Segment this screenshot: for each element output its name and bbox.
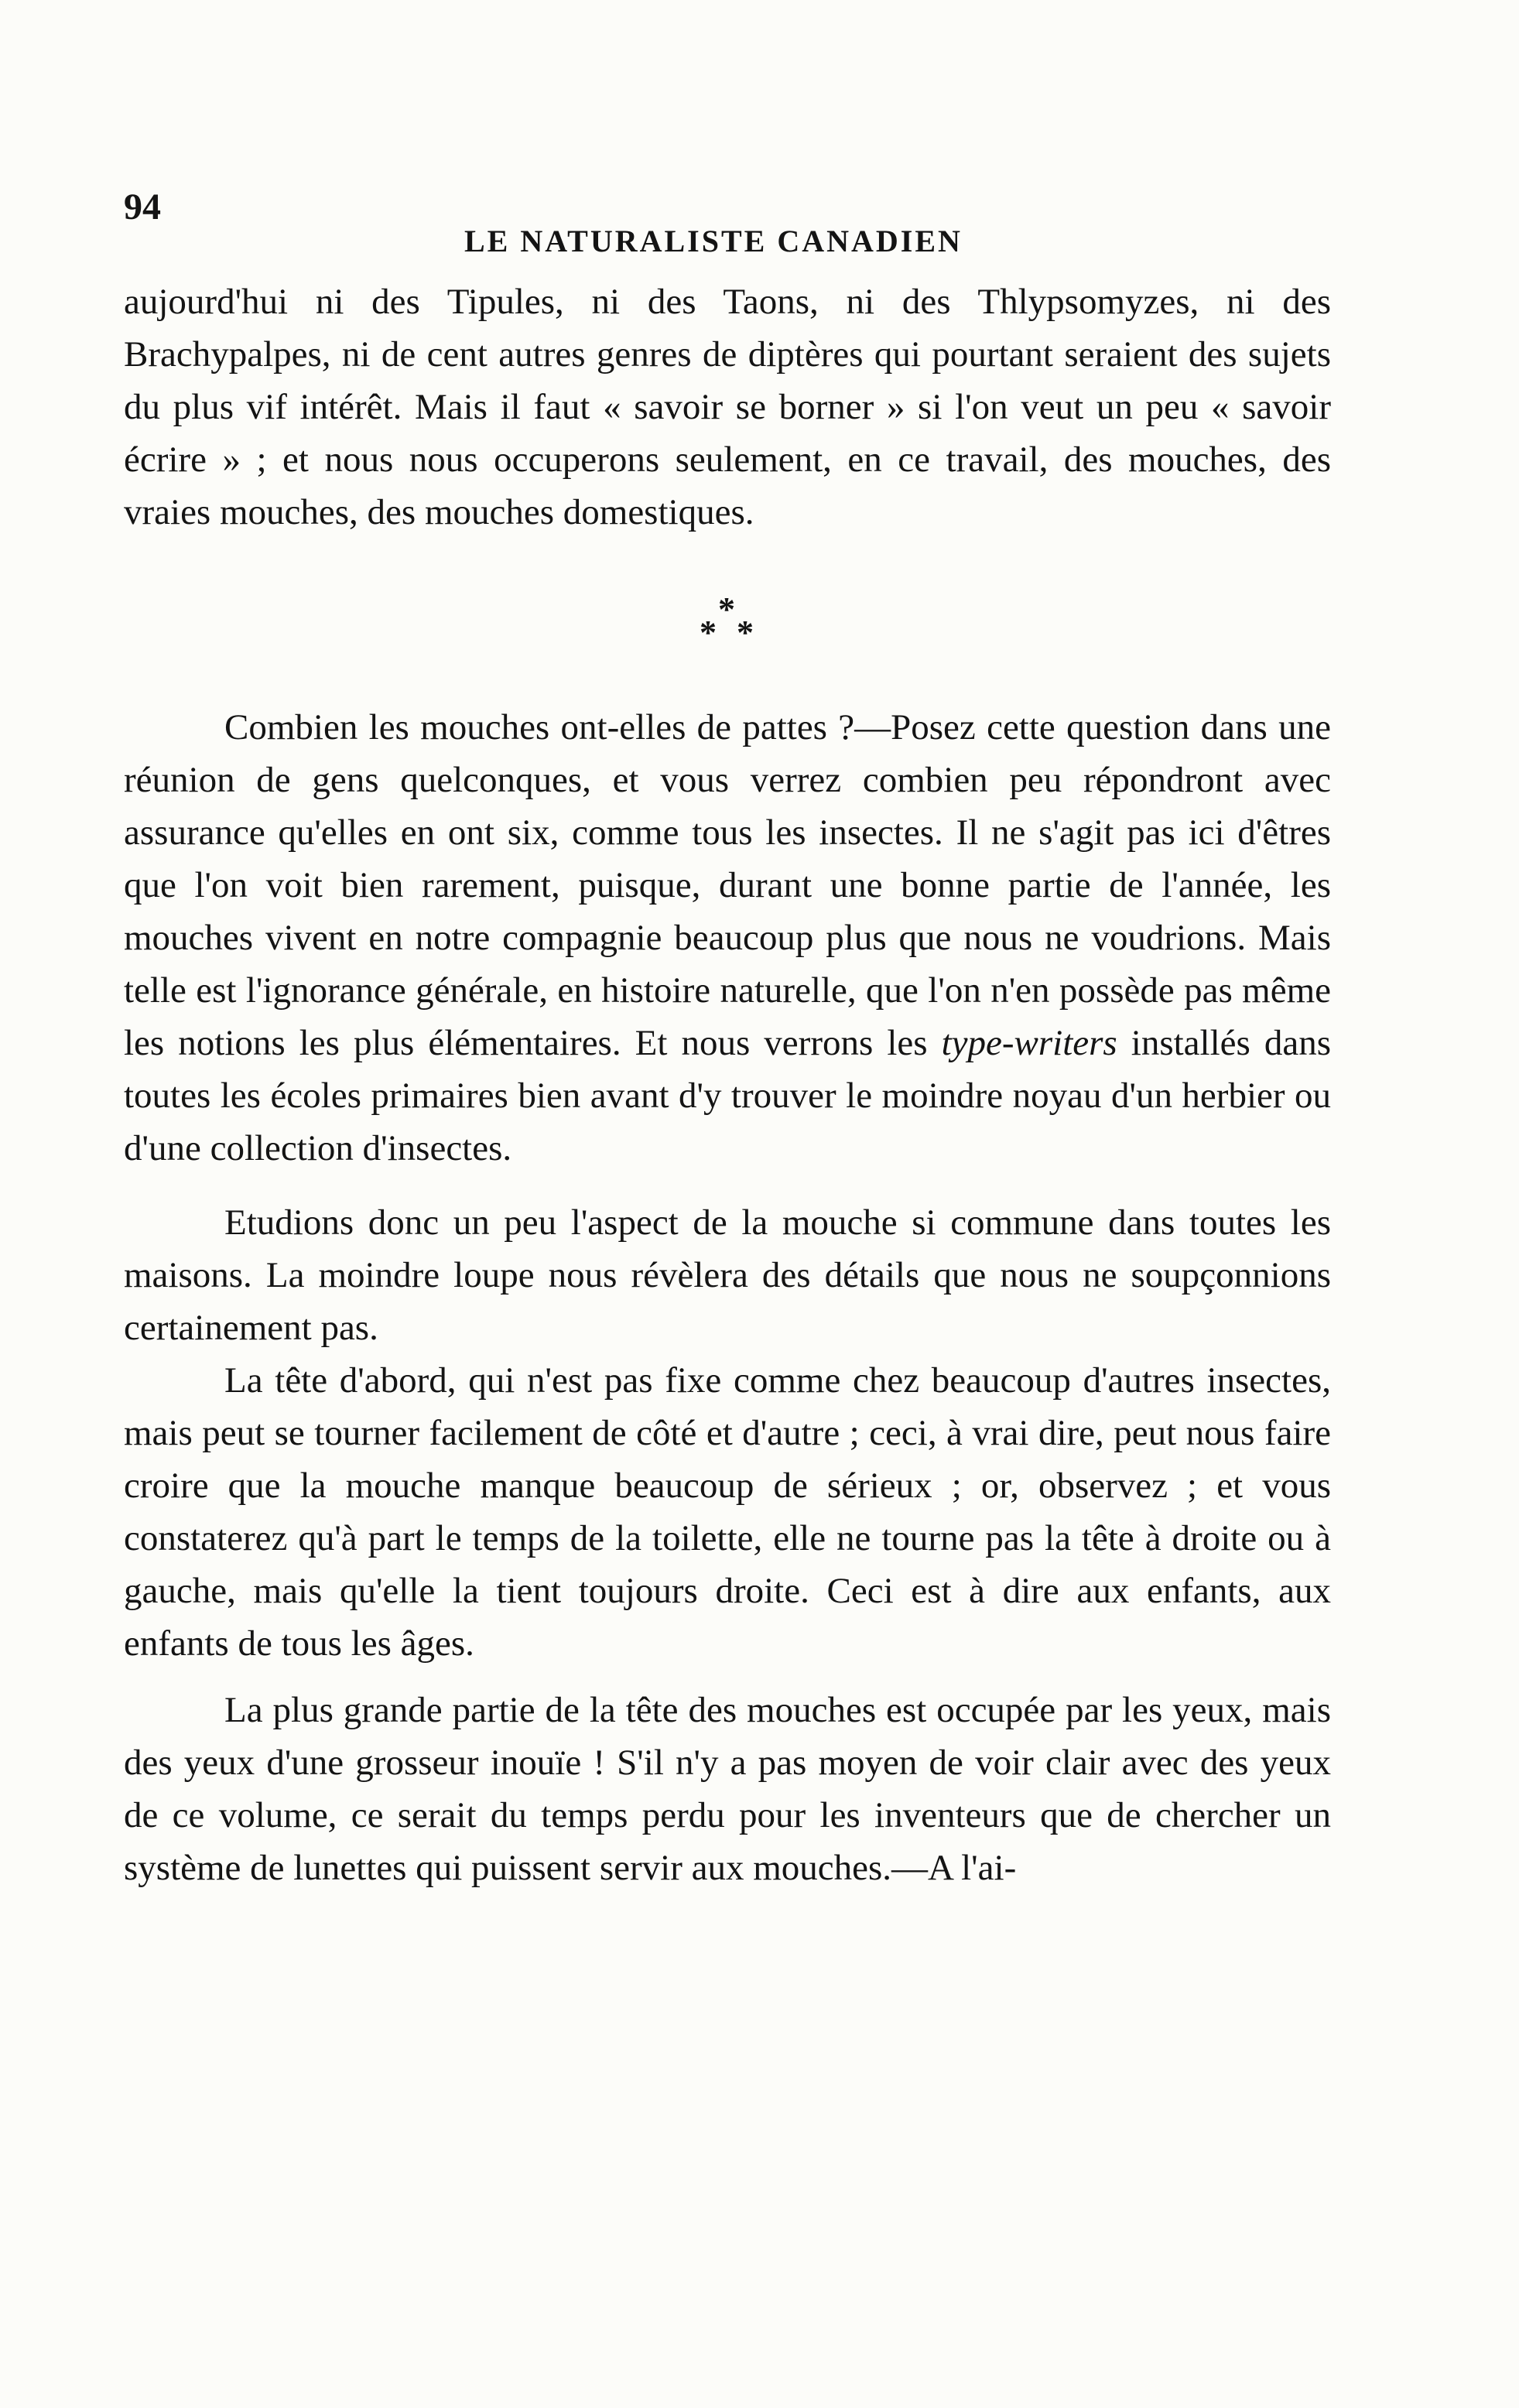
running-title: LE NATURALISTE CANADIEN: [464, 224, 963, 258]
paragraph-yeux: La plus grande partie de la tête des mouches est occupée par les yeux, mais des yeux d'une grosseur inouïe ! S'il n'y a pas moyen de voir clair avec des yeux de ce volume, ce serait du temps perdu pour les inventeurs que de chercher un système de lunettes qui puissent servir aux mouches.—A l'ai-: [124, 1690, 1331, 1888]
paragraph-pattes: [124, 701, 1331, 1175]
page-number: 94: [124, 186, 161, 227]
paragraph-pattes-text-end: installés dans toutes les écoles primaires bien avant d'y trouver le moindre noyau d'un herbier ou d'une collection d'insectes.: [124, 1023, 1332, 1168]
paragraph-continuation: aujourd'hui ni des Tipules, ni des Taons, ni des Thlypsomyzes, ni des Brachypalpes, ni de cent autres genres de diptères qui pourtant seraient des sujets du plus vif intérêt. Mais il faut « savoir se borner » si l'on veut un peu « savoir écrire » ; et nous nous occuperons seulement, en ce travail, des mouches, des vraies mouches, des mouches domestiques.: [124, 282, 1331, 532]
paragraph-etudions: Etudions donc un peu l'aspect de la mouche si commune dans toutes les maisons. La moindre loupe nous révèlera des détails que nous ne soupçonnions certainement pas.: [124, 1202, 1331, 1348]
page-header: [124, 186, 1331, 271]
body-text: [124, 275, 1331, 1894]
paragraph-pattes-text: Combien les mouches ont-elles de pattes ?—Posez cette question dans une réunion de gens quelconques, et vous verrez combien peu répondront avec assurance qu'elles en ont six, comme tous les insectes. Il ne s'agit pas ici d'êtres que l'on voit bien rarement, puisque, durant une bonne partie de l'année, les mouches vivent en notre compagnie beaucoup plus que nous ne voudrions. Mais telle est l'ignorance générale, en histoire naturelle, que l'on n'en possède pas même les notions les plus élémentaires. Et nous verrons les: [124, 707, 1331, 1063]
paragraph-tete: La tête d'abord, qui n'est pas fixe comme chez beaucoup d'autres insectes, mais peut se tourner facilement de côté et d'autre ; ceci, à vrai dire, peut nous faire croire que la mouche manque beaucoup de sérieux ; or, observez ; et vous constaterez qu'à part le temps de la toilette, elle ne tourne pas la tête à droite ou à gauche, mais qu'elle la tient toujours droite. Ceci est à dire aux enfants, aux enfants de tous les âges.: [124, 1360, 1331, 1664]
asterism-icon: * * *: [700, 590, 754, 652]
italic-term: type-writers: [941, 1023, 1117, 1063]
section-separator: [124, 590, 1331, 655]
